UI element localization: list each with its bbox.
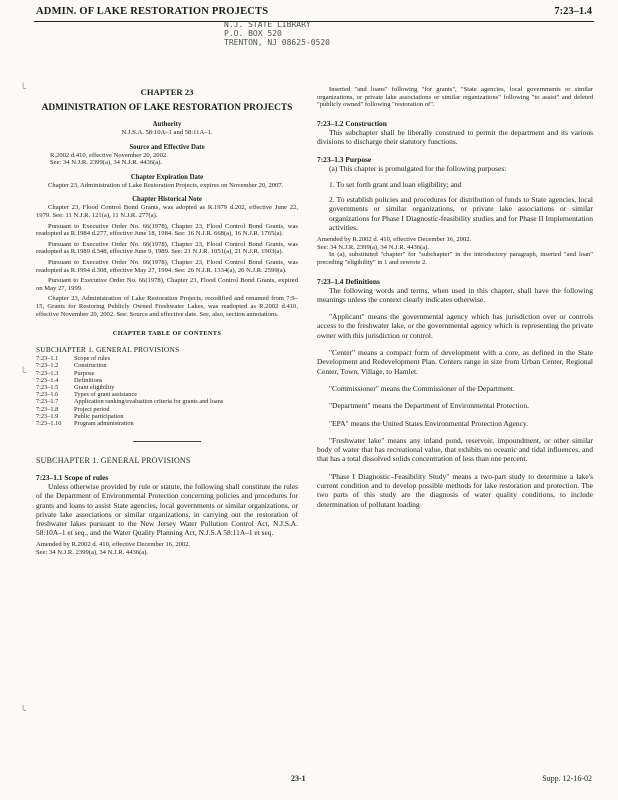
toc-item [36,413,298,420]
toc-item-number: 7:23–1.3 [36,369,59,377]
toc-item-number: 7:23–1.8 [36,405,59,413]
annotation-note: In (a), substituted "chapter" for "subchapter" in the introductory paragraph, inserted "and loan" preceding "eligibility" in 1 and rewrote 2. [317,251,593,266]
purpose-item: 1. To set forth grant and loan eligibility; and [329,179,462,189]
margin-punch-mark: ╰ [20,368,27,379]
toc-item-number: 7:23–1.9 [36,412,59,420]
toc-subchapter: SUBCHAPTER 1. GENERAL PROVISIONS [36,345,180,355]
purpose-item: 2. To establish policies and procedures for distribution of funds to State agencies, local governments or similar organizations, or private lake associations or similar organizations for Phase I Diagnostic-feasibility studies and for Phase II Implementation activities. [329,194,593,232]
scope-heading: 7:23–1.1 Scope of rules [36,473,109,483]
toc-item [36,420,298,427]
margin-punch-mark: ╰ [20,84,27,95]
toc-item [36,406,298,413]
expiration-heading: Chapter Expiration Date [130,173,204,181]
scope-text: Unless otherwise provided by rule or statute, the following shall constitute the rules of the Department of Environmental Protection concerning policies and procedures for grants and loans to assist State agencies, local governments or similar organizations, or private lake associations or similar organizations, in carrying out the restoration of freshwater lakes pursuant to the New Jersey Water Pollution Control Act, N.J.S.A. 58:10A–1 et seq., and the Water Quality Planning Act, N.J.S.A 58:11A–1 et seq. [36,482,298,538]
toc-item-title: Project period [74,405,110,413]
toc-heading: CHAPTER TABLE OF CONTENTS [112,330,222,338]
history-paragraph: Chapter 23, Administration of Lake Restoration Projects, recodified and renamed from 7:9–15, Grants for Restoring Publicly Owned Freshwater Lakes, was readopted as R.2002 d.410, effective November 20, 2002. See: Source and effective date. See, also, section annotations. [36,295,298,318]
toc-item-title: Purpose [74,369,95,377]
toc-list [36,355,298,427]
definition-epa: "EPA" means the United States Environmental Protection Agency. [329,418,529,428]
amendment-note: Amended by R.2002 d. 410, effective December 16, 2002. [36,541,191,549]
page-number: 23-1 [291,774,306,783]
construction-text: This subchapter shall be liberally construed to permit the department and its various divisions to discharge their statutory functions. [317,127,593,147]
purpose-intro: (a) This chapter is promulgated for the following purposes: [329,164,507,174]
toc-item [36,398,298,405]
toc-item [36,384,298,391]
supplement-date: Supp. 12-16-02 [542,774,592,783]
toc-item-title: Definitions [74,376,103,384]
stamp-line-1: N.J. STATE LIBRARY [224,20,311,29]
chapter-title: ADMINISTRATION OF LAKE RESTORATION PROJECTS [41,103,293,113]
source-line: R.2002 d.410, effective November 20, 2002. [50,151,168,159]
source-line: See: 34 N.J.R. 2399(a), 34 N.J.R. 4436(a). [50,159,163,167]
history-paragraph: Pursuant to Executive Order No. 66(1978), Chapter 23, Flood Control Bond Grants, was readopted as R.1994 d.308, effective May 27, 1994. See: 26 N.J.R. 1334(a), 26 N.J.R. 2599(a). [36,258,298,274]
toc-item [36,362,298,369]
subchapter-heading: SUBCHAPTER 1. GENERAL PROVISIONS [36,456,191,466]
purpose-heading: 7:23–1.3 Purpose [317,155,372,165]
toc-item-title: Grant eligibility [74,383,115,391]
definitions-heading: 7:23–1.4 Definitions [317,276,380,286]
stamp-line-2: P.O. BOX 520 [224,29,282,38]
toc-item-number: 7:23–1.10 [36,419,62,427]
toc-item-number: 7:23–1.2 [36,362,59,370]
expiration-text: Chapter 23, Administration of Lake Restoration Projects, expires on November 20, 2007. [48,181,284,189]
toc-item-number: 7:23–1.7 [36,398,59,406]
history-paragraph: Chapter 23, Flood Control Bond Grants, was adopted as R.1979 d.202, effective June 22, 1979. See: 11 N.J.R. 121(a), 11 N.J.R. 277(a). [36,204,298,219]
toc-item-title: Application ranking/evaluation criteria for grants and loans [74,398,224,406]
toc-item [36,391,298,398]
amendment-note: See: 34 N.J.R. 2399(a), 34 N.J.R. 4436(a). [317,243,430,251]
toc-item-title: Scope of rules [74,355,111,363]
toc-item-title: Types of grant assistance [74,391,138,399]
amendment-note: See: 34 N.J.R. 2399(a), 34 N.J.R. 4436(a). [36,548,149,556]
definition-department: "Department" means the Department of Environmental Protection. [329,401,530,411]
history-paragraph: Pursuant to Executive Order No. 66(1978), Chapter 23, Flood Control Bond Grants, expired on May 27, 1999. [36,277,298,292]
history-paragraph: Pursuant to Executive Order No. 66(1978), Chapter 23, Flood Control Bond Grants, was readopted as R.1984 d.277, effective June 18, 1984. See: 16 N.J.R. 668(a), 16 N.J.R. 1765(a). [36,222,298,238]
definition-freshwater-lake: "Freshwater lake" means any inland pond, reservoir, impoundment, or other similar body of water that has recreational value, that exhibits no oceanic and tidal influences, and that has a total dissolved solids concentration of less than one percent. [317,435,593,464]
section-divider [133,441,201,442]
toc-item-title: Public participation [74,412,124,420]
toc-item-number: 7:23–1.1 [36,355,59,363]
toc-item-number: 7:23–1.4 [36,376,59,384]
toc-item-title: Program administration [74,419,134,427]
library-stamp [224,20,330,47]
right-column [317,86,593,509]
toc-item [36,355,298,362]
toc-item [36,370,298,377]
authority-text: N.J.S.A. 58:10A–1 and 58:11A–1. [121,129,213,136]
running-header-section: 7:23–1.4 [554,6,592,17]
source-heading: Source and Effective Date [129,143,205,151]
margin-punch-mark: ╰ [20,706,27,717]
definition-applicant: "Applicant" means the governmental agency which has jurisdiction over or controls access to the freshwater lake, or the governmental agency which is representing the private owner with this jurisdiction or control. [317,312,593,340]
chapter-number: CHAPTER 23 [140,87,194,97]
annotation-note: Inserted "and loans" following "for grants", "State agencies, local governments or similar organizations, or private lake associations or similar organizations" following "to assist" and deleted "publicly owned" following "restoration of". [317,86,593,109]
construction-heading: 7:23–1.2 Construction [317,118,387,128]
history-paragraph: Pursuant to Executive Order No. 66(1978), Chapter 23, Flood Control Bond Grants, was readopted as R.1989 d.348, effective June 9, 1989. See: 21 N.J.R. 1051(a), 21 N.J.R. 1903(a). [36,240,298,256]
definition-center: "Center" means a compact form of development with a core, as defined in the State Development and Redevelopment Plan. Centers range in size from Urban Center, Regional Center, Town, Village, to Hamlet. [317,348,593,376]
definition-phase-1-study: "Phase I Diagnostic–Feasibility Study" means a two-part study to determine a lake's current condition and to develop possible methods for lake restoration and protection. The two parts of this study are the diagnosis of water quality conditions, to include determination of pollutant loading [317,471,593,509]
toc-item [36,377,298,384]
running-header-title: ADMIN. OF LAKE RESTORATION PROJECTS [36,6,269,17]
authority-heading: Authority [152,121,182,128]
toc-item-number: 7:23–1.5 [36,383,59,391]
amendment-note: Amended by R.2002 d. 410, effective December 16, 2002. [317,236,472,244]
definitions-intro: The following words and terms, when used in this chapter, shall have the following meanings unless the context clearly indicates otherwise. [317,285,593,304]
left-column [36,60,298,557]
toc-item-number: 7:23–1.6 [36,391,59,399]
definition-commissioner: "Commissioner" means the Commissioner of the Department. [329,383,515,393]
toc-item-title: Construction [74,362,107,370]
history-heading: Chapter Historical Note [132,196,202,204]
stamp-line-3: TRENTON, NJ 08625-0520 [224,38,330,47]
